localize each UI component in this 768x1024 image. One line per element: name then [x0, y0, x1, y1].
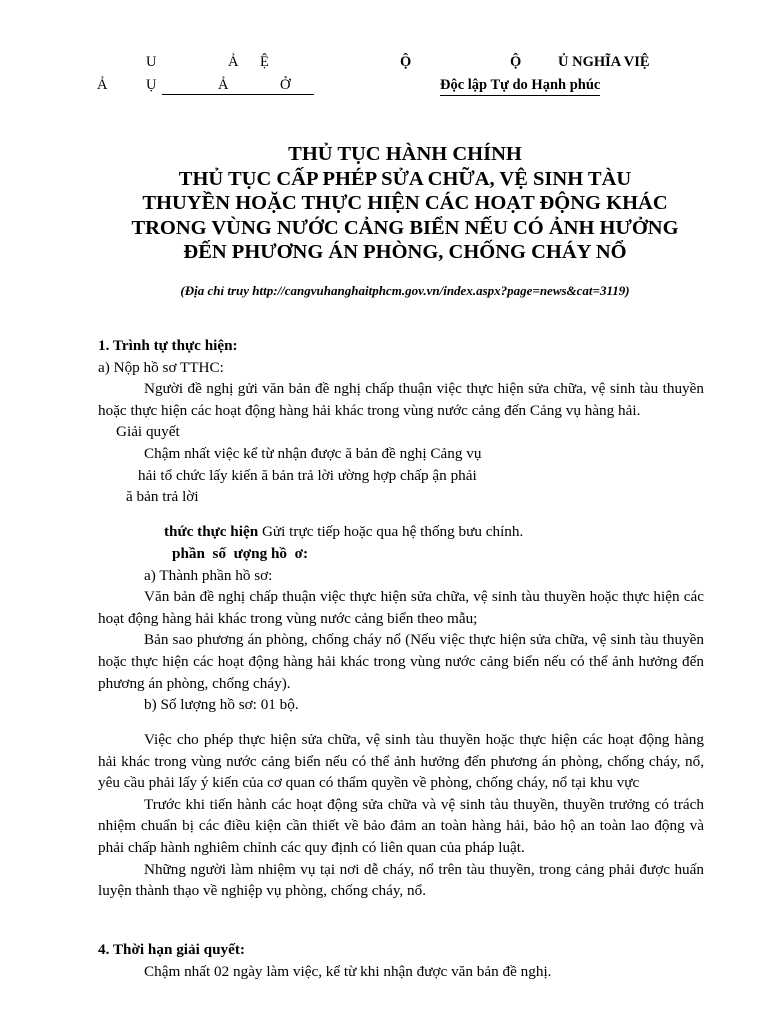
header-left-char: U [146, 54, 157, 70]
title-line: THUYỀN HOẶC THỰC HIỆN CÁC HOẠT ĐỘNG KHÁC [142, 192, 668, 214]
header-right-char: Ộ [510, 54, 522, 70]
header-right-char: Ộ [400, 54, 412, 70]
section-heading: 4. Thời hạn giải quyết: [98, 941, 245, 958]
header-left-char: Ả [97, 77, 108, 93]
text-line: Chậm nhất việc kể từ nhận được ă bản đề nghị Cảng vụ [144, 444, 482, 462]
section-heading: 1. Trình tự thực hiện: [98, 337, 238, 354]
header-left-char: Ụ [146, 77, 157, 93]
header-right-title: Ủ NGHĨA VIỆ [558, 54, 650, 70]
method-line [98, 521, 704, 543]
paragraph: Người đề nghị gửi văn bản đề nghị chấp thuận việc thực hiện sửa chữa, vệ sinh tàu thuyền hoặc thực hiện các hoạt động hàng hải khác trong vùng nước cảng đến Cảng vụ hàng hải. [98, 380, 704, 419]
title-line: ĐẾN PHƯƠNG ÁN PHÒNG, CHỐNG CHÁY NỔ [183, 241, 627, 263]
section-method [98, 521, 704, 543]
text-line: hải tổ chức lấy kiến ă bản trả lời ường hợp chấp ận phải [138, 466, 477, 484]
section-heading: phần số ượng hồ ơ: [172, 545, 309, 562]
subsection-label: a) Thành phần hồ sơ: [144, 566, 273, 584]
source-address: (Địa chỉ truy http://cangvuhanghaitphcm.gov.vn/index.aspx?page=news&cat=3119) [180, 283, 630, 298]
paragraph-fragmented [98, 443, 704, 508]
paragraph: Chậm nhất 02 ngày làm việc, kể từ khi nhận được văn bản đề nghị. [144, 962, 552, 980]
title-line: THỦ TỤC CẤP PHÉP SỬA CHỮA, VỆ SINH TÀU [178, 167, 632, 190]
section-procedure [98, 335, 704, 508]
document-title [90, 142, 720, 265]
paragraph: Việc cho phép thực hiện sửa chữa, vệ sinh tàu thuyền hoặc thực hiện các hoạt động hàng hải khác trong vùng nước cảng biển nếu có thể ảnh hưởng đến phương án phòng, chống cháy, nổ, yêu cầu phải lấy ý kiến của cơ quan có thẩm quyền về phòng, chống cháy, nổ tại khu vực [98, 731, 704, 792]
header-motto: Độc lập Tự do Hạnh phúc [440, 76, 600, 96]
header-left-char: Ả [228, 54, 239, 70]
section-heading: thức thực hiện [164, 523, 259, 540]
subsection-label: b) Số lượng hồ sơ: 01 bộ. [144, 696, 299, 714]
header-left-underline [162, 94, 314, 95]
section-requirements [98, 729, 704, 902]
paragraph: Những người làm nhiệm vụ tại nơi dễ cháy, nổ trên tàu thuyền, trong cảng phải được huấn luyện thành thạo về nghiệp vụ phòng, chống cháy, nổ. [98, 860, 704, 900]
header-left-char: Ệ [260, 54, 269, 70]
header-left-char: Ở [280, 77, 291, 93]
paragraph: Bản sao phương án phòng, chống cháy nổ (Nếu việc thực hiện sửa chữa, vệ sinh tàu thuyền hoặc thực hiện các hoạt động hàng hải khác trong vùng nước cảng biển nếu có thể ảnh hưởng đến phương án phòng, chống cháy). [98, 631, 704, 692]
method-text: Gửi trực tiếp hoặc qua hệ thống bưu chính. [258, 523, 524, 540]
section-dossier [98, 543, 704, 716]
subsection-label: Giải quyết [116, 423, 180, 441]
subsection-label: a) Nộp hồ sơ TTHC: [98, 358, 224, 376]
title-line: TRONG VÙNG NƯỚC CẢNG BIỂN NẾU CÓ ẢNH HƯỞNG [131, 216, 679, 239]
header-left-char: Ả [218, 77, 229, 93]
paragraph: Văn bản đề nghị chấp thuận việc thực hiện sửa chữa, vệ sinh tàu thuyền hoặc thực hiện các hoạt động hàng hải khác trong vùng nước cảng biển theo mẫu; [98, 588, 704, 627]
title-line: THỦ TỤC HÀNH CHÍNH [288, 143, 522, 165]
section-deadline [98, 939, 704, 982]
text-line: ă bản trả lời [126, 488, 199, 506]
paragraph: Trước khi tiến hành các hoạt động sửa chữa và vệ sinh tàu thuyền, thuyền trưởng có trách nhiệm chuẩn bị các điều kiện cần thiết về bảo đảm an toàn hàng hải, bảo hộ an toàn lao động và phải chấp hành nghiêm chỉnh các quy định có liên quan của pháp luật. [98, 795, 704, 856]
